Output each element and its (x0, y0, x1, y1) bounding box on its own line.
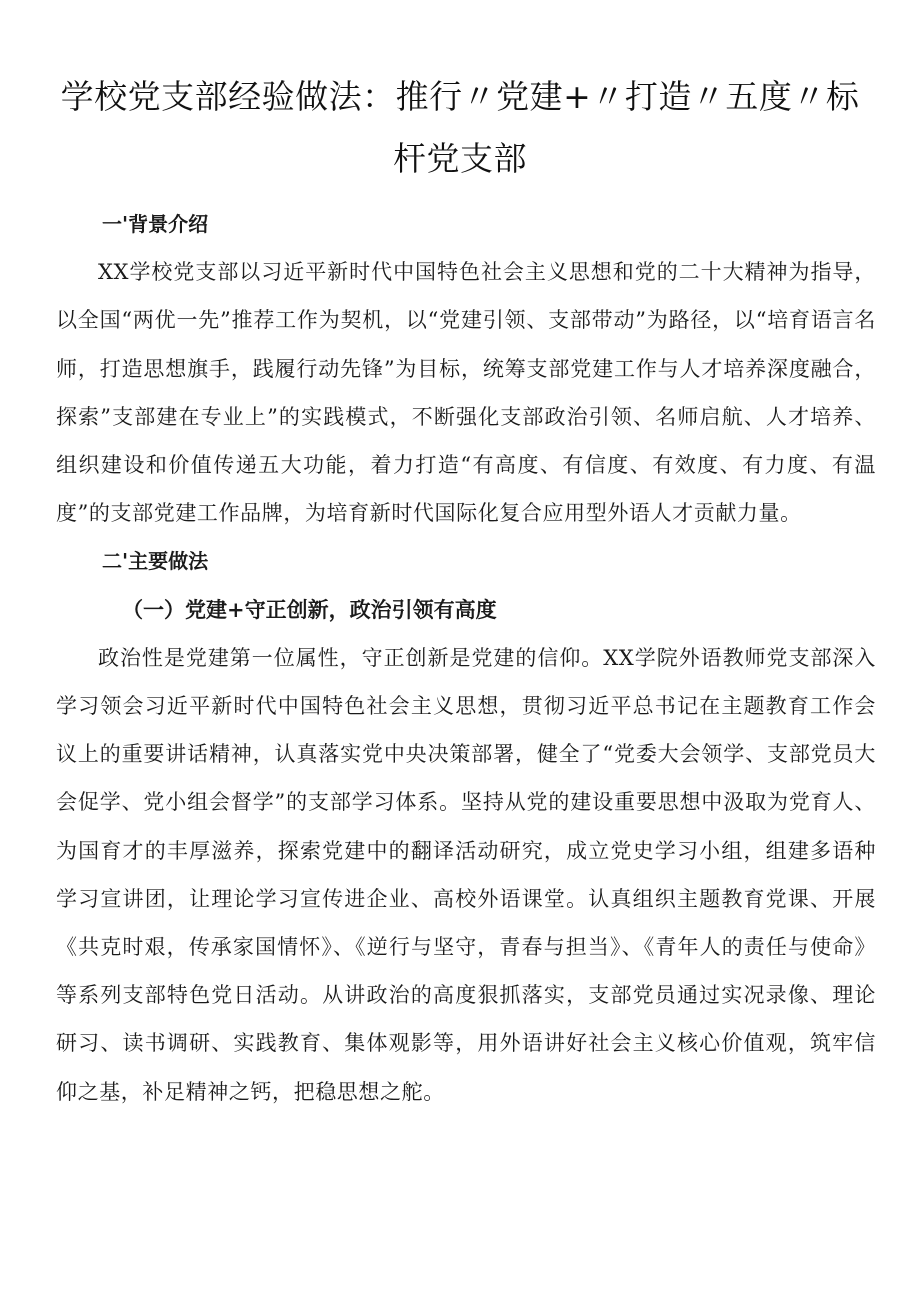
subsection-heading-political-leadership: （一）党建+守正创新，政治引领有高度 (122, 596, 497, 622)
document-body (56, 200, 876, 1116)
paragraph-background: XX学校党支部以习近平新时代中国特色社会主义思想和党的二十大精神为指导，以全国“两优一先”推荐工作为契机，以“党建引领、支部带动”为路径，以“培育语言名师，打造思想旗手，践履行动先锋”为目标，统筹支部党建工作与人才培养深度融合，探索”支部建在专业上”的实践模式，不断强化支部政治引领、名师启航、人才培养、组织建设和价值传递五大功能，着力打造“有高度、有信度、有效度、有力度、有温度”的支部党建工作品牌，为培育新时代国际化复合应用型外语人才贡献力量。 (56, 260, 876, 526)
paragraph-political-leadership: 政治性是党建第一位属性，守正创新是党建的信仰。XX学院外语教师党支部深入学习领会习近平新时代中国特色社会主义思想，贯彻习近平总书记在主题教育工作会议上的重要讲话精神，认真落实党中央决策部署，健全了“党委大会领学、支部党员大会促学、党小组会督学”的支部学习体系。坚持从党的建设重要思想中汲取为党育人、为国育才的丰厚滋养，探索党建中的翻译活动研究，成立党史学习小组，组建多语种学习宣讲团，让理论学习宣传进企业、高校外语课堂。认真组织主题教育党课、开展《共克时艰，传承家国情怀》、《逆行与坚守，青春与担当》、《青年人的责任与使命》等系列支部特色党日活动。从讲政治的高度狠抓落实，支部党员通过实况录像、理论研习、读书调研、实践教育、集体观影等，用外语讲好社会主义核心价值观，筑牢信仰之基，补足精神之钙，把稳思想之舵。 (56, 645, 876, 1104)
document-title: 学校党支部经验做法：推行〃党建+〃打造〃五度〃标杆党支部 (60, 77, 860, 178)
section-heading-main-practices: 二'主要做法 (102, 549, 209, 574)
section-heading-background: 一'背景介绍 (102, 212, 209, 236)
